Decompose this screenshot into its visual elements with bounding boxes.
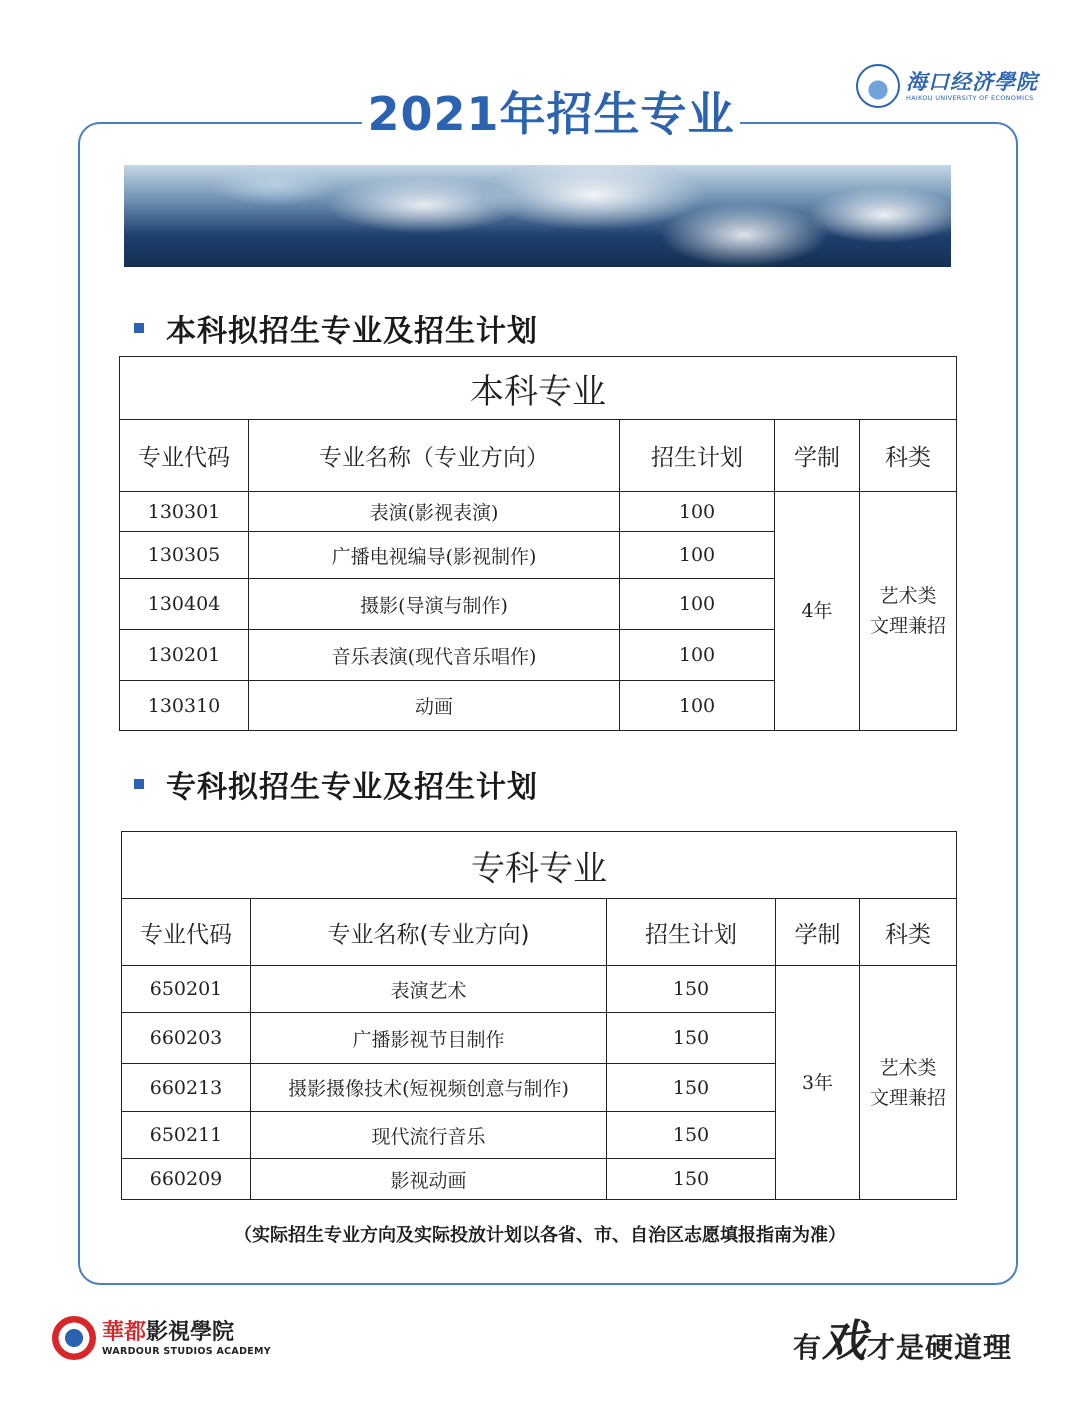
section-heading-text: 专科拟招生专业及招生计划 <box>166 770 538 805</box>
cell-code: 130310 <box>120 681 249 731</box>
page-title: 2021年招生专业 <box>367 87 735 141</box>
cell-code: 130201 <box>120 630 249 681</box>
cell-code: 650211 <box>122 1112 251 1159</box>
category-line1: 艺术类 <box>879 1056 937 1079</box>
cell-code: 660203 <box>122 1013 251 1064</box>
cell-duration: 4年 <box>775 492 860 731</box>
category-line1: 艺术类 <box>879 585 937 607</box>
cell-category <box>860 492 957 731</box>
header-plan: 招生计划 <box>620 420 775 492</box>
header-code: 专业代码 <box>120 420 249 492</box>
cell-plan: 150 <box>607 1064 776 1112</box>
undergraduate-table <box>119 356 957 731</box>
cell-name: 摄影(导演与制作) <box>249 579 620 630</box>
cell-category <box>860 966 957 1200</box>
header-category: 科类 <box>860 899 957 966</box>
cell-plan: 100 <box>620 492 775 532</box>
cell-code: 660209 <box>122 1159 251 1200</box>
square-bullet-icon <box>134 779 144 789</box>
wardour-academy-logo <box>52 1316 271 1360</box>
footnote: （实际招生专业方向及实际投放计划以各省、市、自治区志愿填报指南为准） <box>234 1225 846 1246</box>
slogan <box>793 1310 1012 1366</box>
wave-banner-image <box>124 165 951 267</box>
wardour-logo-en: WARDOUR STUDIOS ACADEMY <box>102 1345 271 1357</box>
cell-name: 表演(影视表演) <box>249 492 620 532</box>
cell-code: 130305 <box>120 532 249 579</box>
slogan-part1: 有 <box>793 1331 823 1364</box>
cell-code: 130301 <box>120 492 249 532</box>
wardour-logo-cn-red: 華都 <box>102 1319 147 1345</box>
header-plan: 招生计划 <box>607 899 776 966</box>
haikou-logo-en: HAIKOU UNIVERSITY OF ECONOMICS <box>906 93 1034 102</box>
cell-plan: 100 <box>620 532 775 579</box>
cell-plan: 100 <box>620 579 775 630</box>
square-bullet-icon <box>134 323 144 333</box>
table-caption: 专科专业 <box>122 832 957 899</box>
wardour-logo-cn <box>102 1320 271 1346</box>
cell-code: 650201 <box>122 966 251 1013</box>
table-row <box>120 492 957 532</box>
cell-name: 现代流行音乐 <box>251 1112 607 1159</box>
cell-plan: 150 <box>607 966 776 1013</box>
header-duration: 学制 <box>776 899 860 966</box>
cell-duration: 3年 <box>776 966 860 1200</box>
header-duration: 学制 <box>775 420 860 492</box>
haikou-logo-cn: 海口经济學院 <box>906 68 1038 94</box>
university-seal-icon <box>856 64 900 108</box>
slogan-part3: 才是硬道理 <box>867 1331 1013 1364</box>
cell-plan: 150 <box>607 1112 776 1159</box>
cell-name: 动画 <box>249 681 620 731</box>
category-line2: 文理兼招 <box>870 1086 947 1109</box>
cell-plan: 100 <box>620 681 775 731</box>
vocational-table <box>121 831 957 1200</box>
header-name: 专业名称（专业方向） <box>249 420 620 492</box>
table-row <box>122 966 957 1013</box>
cell-code: 130404 <box>120 579 249 630</box>
wardour-logo-text <box>102 1320 271 1357</box>
cell-name: 摄影摄像技术(短视频创意与制作) <box>251 1064 607 1112</box>
wardour-logo-cn-black: 影視學院 <box>146 1319 235 1345</box>
header-category: 科类 <box>860 420 957 492</box>
haikou-logo-text <box>906 70 1038 103</box>
cell-name: 影视动画 <box>251 1159 607 1200</box>
cell-plan: 150 <box>607 1159 776 1200</box>
header-name: 专业名称(专业方向) <box>251 899 607 966</box>
haikou-university-logo <box>856 62 1042 110</box>
section-heading-text: 本科拟招生专业及招生计划 <box>166 314 538 349</box>
cell-name: 广播电视编导(影视制作) <box>249 532 620 579</box>
header-code: 专业代码 <box>122 899 251 966</box>
cell-code: 660213 <box>122 1064 251 1112</box>
section-undergraduate-heading <box>134 306 538 350</box>
wardour-seal-icon <box>52 1316 96 1360</box>
category-line2: 文理兼招 <box>870 615 947 637</box>
cell-plan: 150 <box>607 1013 776 1064</box>
slogan-part2: 戏 <box>822 1316 868 1367</box>
cell-name: 表演艺术 <box>251 966 607 1013</box>
cell-name: 音乐表演(现代音乐唱作) <box>249 630 620 681</box>
table-caption: 本科专业 <box>120 357 957 420</box>
cell-name: 广播影视节目制作 <box>251 1013 607 1064</box>
section-vocational-heading <box>134 762 538 806</box>
cell-plan: 100 <box>620 630 775 681</box>
